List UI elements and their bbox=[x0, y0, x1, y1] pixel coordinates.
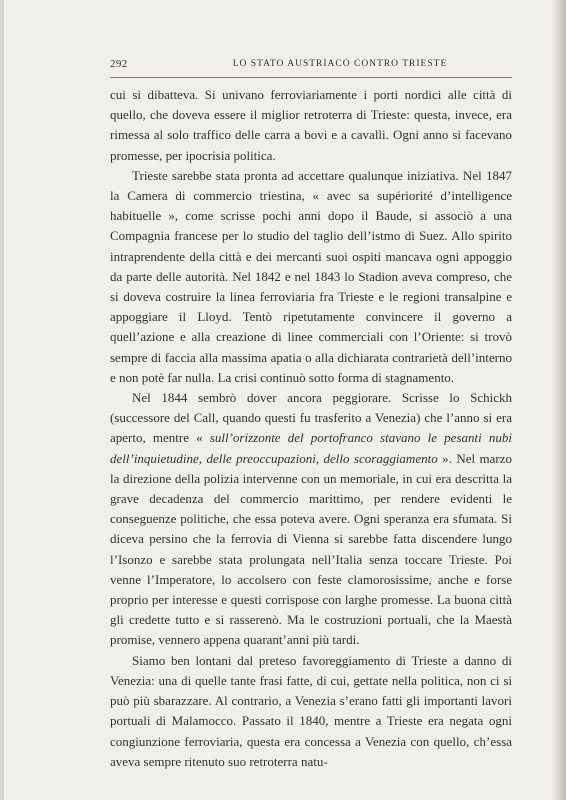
paragraph-2: Trieste sarebbe stata pronta ad accettare qualunque iniziativa. Nel 1847 la Camera di commercio triestina, « avec sa supériorité d’intelligence habituelle », come scrisse pochi anni dopo il Baude, si associò a una Compagnia francese per lo studio del taglio dell’istmo di Suez. Allo spirito intraprendente della città e dei mercanti suoi ospiti mancava ogni appoggio da parte delle autorità. Nel 1842 e nel 1843 lo Stadion aveva compreso, che si doveva costruire la linea ferroviaria fra Trieste e le regioni transalpine e appoggiare il Lloyd. Tentò ripetutamente convincere il governo a quell’azione e alla creazione di linee commerciali con l’Oriente: si trovò sempre di faccia alla massima apatia o alla dichiarata contrarietà dell’interno e non potè far nulla. La crisi continuò sotto forma di stagnamento. bbox=[110, 167, 512, 385]
paragraph-3-quotation: sull’orizzonte del portofranco stavano le pesanti nubi dell’inquietudine, delle preoccupazioni, dello scoraggiamento bbox=[110, 430, 512, 466]
page-number: 292 bbox=[110, 58, 128, 70]
paragraph-3-opening: Nel 1844 sembrò dover ancora peggiorare. Scrisse lo Schickh (successore del Call, quando questi fu trasferito a Venezia) che l’anno si era aperto, mentre « bbox=[110, 390, 512, 446]
paragraph-4: Siamo ben lontani dal preteso favoreggiamento di Trieste a danno di Venezia: una di quelle tante frasi fatte, di cui, gettate nella politica, non ci si può più sbarazzare. Al contrario, a Venezia s’erano fatti gli importanti lavori portuali di Malamocco. Passato il 1840, mentre a Trieste era negata ogni congiunzione ferroviaria, questa era concessa a Venezia con quello, ch’essa aveva sempre ritenuto suo retroterra natu- bbox=[110, 652, 512, 769]
header-rule bbox=[110, 77, 512, 78]
page-left-edge bbox=[0, 0, 4, 800]
page-right-edge bbox=[552, 0, 566, 800]
page-header bbox=[110, 58, 512, 74]
running-title: LO STATO AUSTRIACO CONTRO TRIESTE bbox=[232, 59, 448, 69]
paragraph-1: cui si dibatteva. Si univano ferroviariamente i porti nordici alle città di quello, che doveva essere il miglior retroterra di Trieste: questa, invece, era rimessa al solo traffico delle carra a bovi e a cavalli. Ogni anno si facevano promesse, per ipocrisia politica. bbox=[110, 87, 512, 163]
paragraph-3 bbox=[110, 388, 512, 651]
body-text bbox=[110, 85, 512, 772]
paragraph-3-continuation: ». Nel marzo la direzione della polizia intervenne con un memoriale, in cui era descritta la grave decadenza del commercio marittimo, per rendere evidenti le conseguenze politiche, che essa poteva avere. Ogni speranza era sfumata. Si diceva persino che la ferrovia di Vienna si sarebbe fatta discendere lungo l’Isonzo e sarebbe stata prolungata nell’Italia senza toccare Trieste. Poi venne l’Imperatore, lo accolsero con feste clamorosissime, anche e forse proprio per interesse e questi corrispose con larghe promesse. La buona città gli credette tutto e si rasserenò. Ma le costruzioni portuali, che la Maestà promise, vennero appena quarant’anni più tardi. bbox=[110, 450, 512, 648]
